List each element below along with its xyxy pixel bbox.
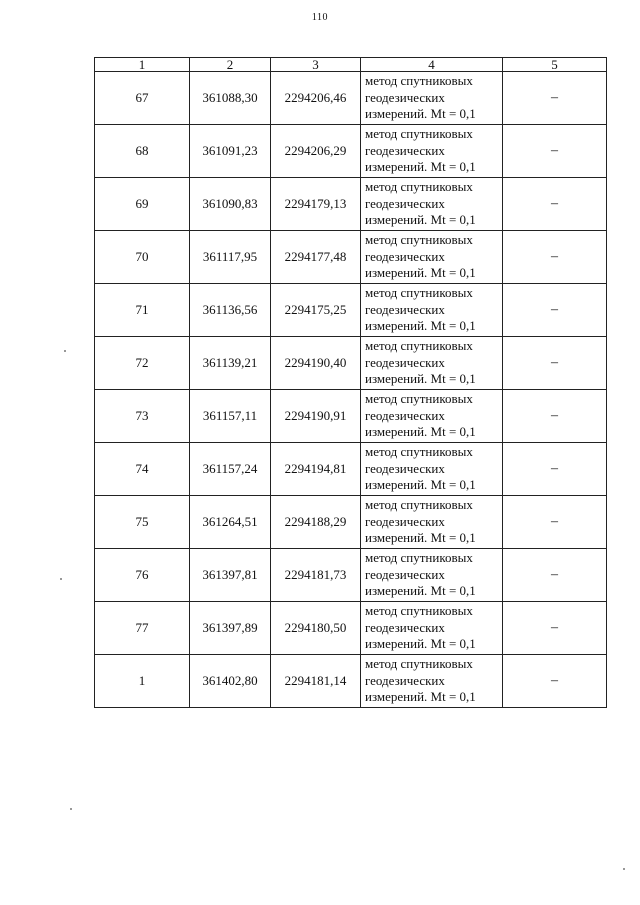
note-cell: – xyxy=(503,655,607,708)
method-line: измерений. Mt = 0,1 xyxy=(365,106,476,122)
method-line: метод спутниковых xyxy=(365,444,473,460)
table-row xyxy=(95,178,607,231)
method-line: метод спутниковых xyxy=(365,338,473,354)
method-line: метод спутниковых xyxy=(365,603,473,619)
method-line: измерений. Mt = 0,1 xyxy=(365,159,476,175)
method-line: измерений. Mt = 0,1 xyxy=(365,424,476,440)
note-cell: – xyxy=(503,72,607,125)
x-coordinate-cell: 361157,11 xyxy=(190,390,271,443)
method-cell xyxy=(361,549,503,602)
method-line: измерений. Mt = 0,1 xyxy=(365,530,476,546)
x-coordinate-cell: 361117,95 xyxy=(190,231,271,284)
header-col-3: 3 xyxy=(271,58,361,72)
method-cell xyxy=(361,337,503,390)
point-number-cell: 68 xyxy=(95,125,190,178)
scan-speck xyxy=(64,350,66,352)
method-line: геодезических xyxy=(365,513,445,529)
method-cell xyxy=(361,602,503,655)
table-row xyxy=(95,602,607,655)
note-cell: – xyxy=(503,390,607,443)
note-cell: – xyxy=(503,602,607,655)
point-number-cell: 72 xyxy=(95,337,190,390)
note-cell: – xyxy=(503,496,607,549)
y-coordinate-cell: 2294206,29 xyxy=(271,125,361,178)
point-number-cell: 1 xyxy=(95,655,190,708)
method-line: метод спутниковых xyxy=(365,550,473,566)
method-cell xyxy=(361,231,503,284)
method-cell xyxy=(361,496,503,549)
note-cell: – xyxy=(503,231,607,284)
method-line: геодезических xyxy=(365,248,445,264)
method-line: измерений. Mt = 0,1 xyxy=(365,636,476,652)
note-cell: – xyxy=(503,178,607,231)
y-coordinate-cell: 2294181,14 xyxy=(271,655,361,708)
method-line: измерений. Mt = 0,1 xyxy=(365,689,476,705)
y-coordinate-cell: 2294179,13 xyxy=(271,178,361,231)
header-col-2: 2 xyxy=(190,58,271,72)
method-line: измерений. Mt = 0,1 xyxy=(365,371,476,387)
table-row xyxy=(95,549,607,602)
point-number-cell: 67 xyxy=(95,72,190,125)
y-coordinate-cell: 2294175,25 xyxy=(271,284,361,337)
method-cell xyxy=(361,72,503,125)
point-number-cell: 70 xyxy=(95,231,190,284)
method-line: геодезических xyxy=(365,195,445,211)
method-line: измерений. Mt = 0,1 xyxy=(365,583,476,599)
y-coordinate-cell: 2294188,29 xyxy=(271,496,361,549)
method-line: геодезических xyxy=(365,301,445,317)
method-line: измерений. Mt = 0,1 xyxy=(365,477,476,493)
x-coordinate-cell: 361397,81 xyxy=(190,549,271,602)
header-col-1: 1 xyxy=(95,58,190,72)
method-line: геодезических xyxy=(365,354,445,370)
x-coordinate-cell: 361157,24 xyxy=(190,443,271,496)
method-line: метод спутниковых xyxy=(365,656,473,672)
method-line: геодезических xyxy=(365,89,445,105)
method-line: геодезических xyxy=(365,407,445,423)
y-coordinate-cell: 2294181,73 xyxy=(271,549,361,602)
header-col-4: 4 xyxy=(361,58,503,72)
method-cell xyxy=(361,284,503,337)
y-coordinate-cell: 2294194,81 xyxy=(271,443,361,496)
y-coordinate-cell: 2294177,48 xyxy=(271,231,361,284)
x-coordinate-cell: 361090,83 xyxy=(190,178,271,231)
scan-speck xyxy=(60,578,62,580)
page-number: 110 xyxy=(311,12,329,23)
method-line: метод спутниковых xyxy=(365,285,473,301)
note-cell: – xyxy=(503,549,607,602)
point-number-cell: 74 xyxy=(95,443,190,496)
x-coordinate-cell: 361139,21 xyxy=(190,337,271,390)
method-cell xyxy=(361,655,503,708)
method-line: метод спутниковых xyxy=(365,232,473,248)
table-row xyxy=(95,231,607,284)
method-line: измерений. Mt = 0,1 xyxy=(365,265,476,281)
method-line: геодезических xyxy=(365,672,445,688)
header-col-5: 5 xyxy=(503,58,607,72)
y-coordinate-cell: 2294206,46 xyxy=(271,72,361,125)
table-row xyxy=(95,390,607,443)
x-coordinate-cell: 361402,80 xyxy=(190,655,271,708)
method-line: метод спутниковых xyxy=(365,126,473,142)
method-line: геодезических xyxy=(365,142,445,158)
method-line: измерений. Mt = 0,1 xyxy=(365,212,476,228)
method-line: метод спутниковых xyxy=(365,73,473,89)
coordinates-table xyxy=(94,57,607,708)
table-row xyxy=(95,72,607,125)
point-number-cell: 75 xyxy=(95,496,190,549)
x-coordinate-cell: 361088,30 xyxy=(190,72,271,125)
table-row xyxy=(95,284,607,337)
method-line: геодезических xyxy=(365,460,445,476)
x-coordinate-cell: 361264,51 xyxy=(190,496,271,549)
table-body xyxy=(95,72,607,708)
point-number-cell: 77 xyxy=(95,602,190,655)
y-coordinate-cell: 2294190,40 xyxy=(271,337,361,390)
method-cell xyxy=(361,443,503,496)
header-row xyxy=(95,58,607,72)
method-line: геодезических xyxy=(365,566,445,582)
table-row xyxy=(95,125,607,178)
note-cell: – xyxy=(503,125,607,178)
method-line: метод спутниковых xyxy=(365,497,473,513)
point-number-cell: 69 xyxy=(95,178,190,231)
scan-speck xyxy=(70,808,72,810)
point-number-cell: 73 xyxy=(95,390,190,443)
point-number-cell: 71 xyxy=(95,284,190,337)
note-cell: – xyxy=(503,443,607,496)
note-cell: – xyxy=(503,337,607,390)
table-row xyxy=(95,655,607,708)
note-cell: – xyxy=(503,284,607,337)
x-coordinate-cell: 361136,56 xyxy=(190,284,271,337)
point-number-cell: 76 xyxy=(95,549,190,602)
table-row xyxy=(95,443,607,496)
scan-speck xyxy=(623,868,625,870)
method-line: измерений. Mt = 0,1 xyxy=(365,318,476,334)
x-coordinate-cell: 361397,89 xyxy=(190,602,271,655)
method-cell xyxy=(361,390,503,443)
method-line: метод спутниковых xyxy=(365,179,473,195)
table-row xyxy=(95,496,607,549)
method-line: метод спутниковых xyxy=(365,391,473,407)
table-header xyxy=(95,58,607,72)
table-row xyxy=(95,337,607,390)
method-line: геодезических xyxy=(365,619,445,635)
y-coordinate-cell: 2294180,50 xyxy=(271,602,361,655)
method-cell xyxy=(361,125,503,178)
method-cell xyxy=(361,178,503,231)
x-coordinate-cell: 361091,23 xyxy=(190,125,271,178)
y-coordinate-cell: 2294190,91 xyxy=(271,390,361,443)
